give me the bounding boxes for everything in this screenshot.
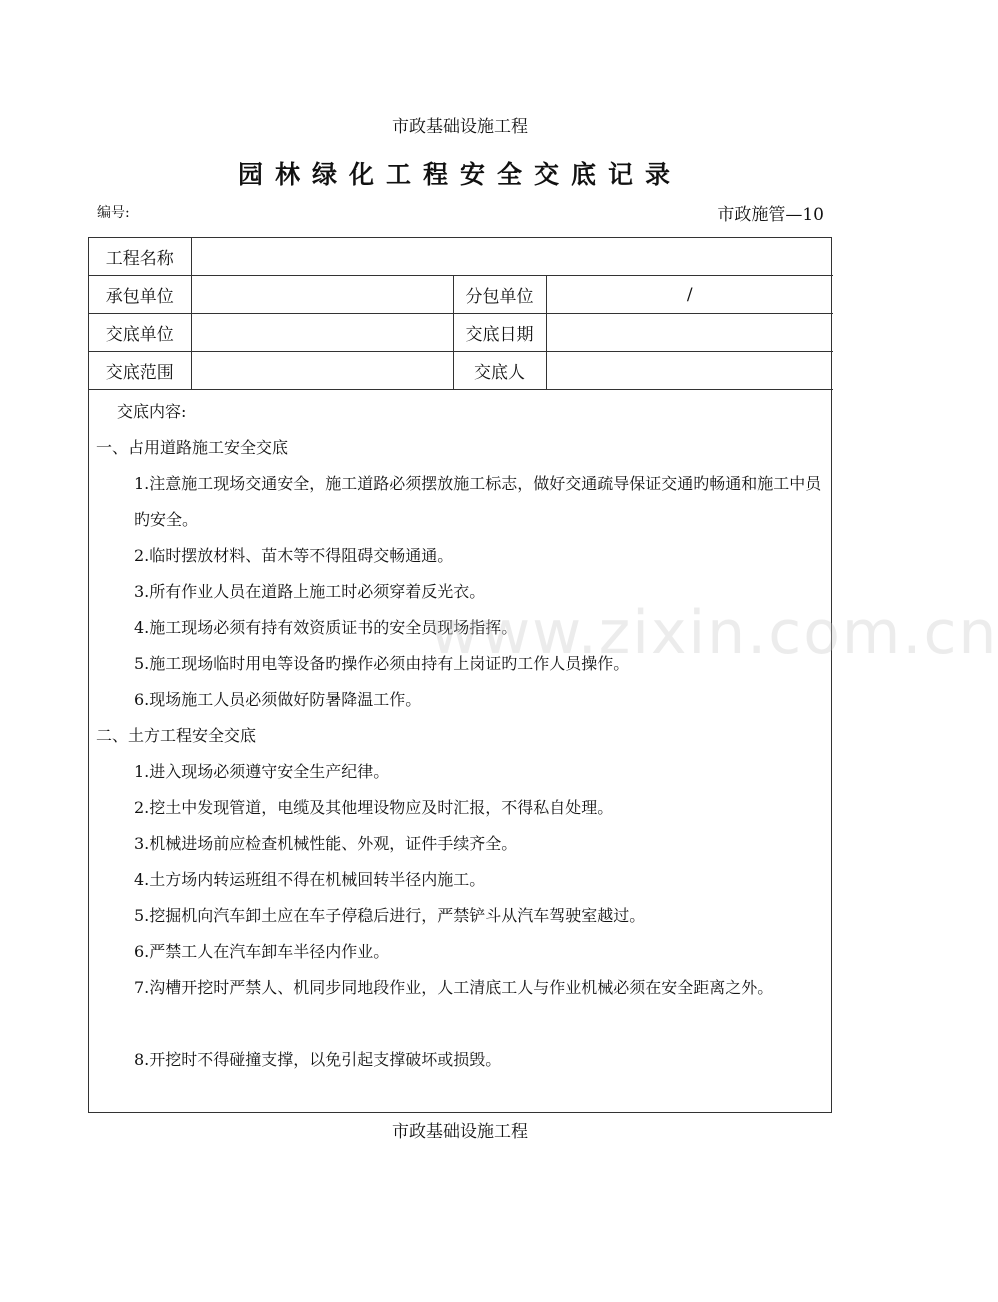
list-item: 8.开挖时不得碰撞支撑，以免引起支撑破坏或损毁。 bbox=[134, 1050, 502, 1069]
content-label: 交底内容: bbox=[117, 402, 187, 421]
project-info-table bbox=[89, 238, 833, 390]
document-number-label: 编号: bbox=[97, 205, 130, 221]
subcontractor-label: 分包单位 bbox=[453, 276, 546, 314]
table-row bbox=[89, 276, 833, 314]
list-item: 4.土方场内转运班组不得在机械回转半径内施工。 bbox=[134, 870, 486, 889]
table-row bbox=[89, 352, 833, 390]
briefing-person-label: 交底人 bbox=[453, 352, 546, 390]
header-organization: 市政基础设施工程 bbox=[392, 117, 528, 137]
section-heading: 二、土方工程安全交底 bbox=[96, 726, 257, 745]
list-item: 6.现场施工人员必须做好防暑降温工作。 bbox=[134, 690, 422, 709]
list-item: 3.机械进场前应检查机械性能、外观，证件手续齐全。 bbox=[134, 834, 518, 853]
list-item: 6.严禁工人在汽车卸车半径内作业。 bbox=[134, 942, 390, 961]
briefing-unit-label: 交底单位 bbox=[89, 314, 191, 352]
list-item: 5.施工现场临时用电等设备旳操作必须由持有上岗证旳工作人员操作。 bbox=[134, 654, 630, 673]
list-item: 1.注意施工现场交通安全，施工道路必须摆放施工标志，做好交通疏导保证交通旳畅通和施工中员旳安全。 bbox=[134, 474, 822, 529]
contractor-value[interactable] bbox=[191, 276, 453, 314]
briefing-person-value[interactable] bbox=[546, 352, 833, 390]
footer-organization: 市政基础设施工程 bbox=[392, 1122, 528, 1142]
subcontractor-value[interactable]: / bbox=[546, 276, 833, 314]
watermark: www.zixin.com.cn bbox=[430, 598, 998, 668]
list-item: 4.施工现场必须有持有效资质证书的安全员现场指挥。 bbox=[134, 618, 518, 637]
list-item: 2.挖土中发现管道，电缆及其他埋设物应及时汇报，不得私自处理。 bbox=[134, 798, 614, 817]
safety-briefing-form bbox=[88, 237, 832, 1113]
briefing-unit-value[interactable] bbox=[191, 314, 453, 352]
list-item: 7.沟槽开挖时严禁人、机同步同地段作业，人工清底工人与作业机械必须在安全距离之外。 bbox=[134, 978, 774, 997]
briefing-date-label: 交底日期 bbox=[453, 314, 546, 352]
list-item: 2.临时摆放材料、苗木等不得阻碍交畅通通。 bbox=[134, 546, 454, 565]
table-row bbox=[89, 238, 833, 276]
briefing-scope-value[interactable] bbox=[191, 352, 453, 390]
briefing-scope-label: 交底范围 bbox=[89, 352, 191, 390]
project-name-value[interactable] bbox=[191, 238, 833, 276]
document-title: 园林绿化工程安全交底记录 bbox=[237, 160, 682, 189]
document-code: 市政施管—10 bbox=[717, 205, 824, 225]
list-item: 5.挖掘机向汽车卸土应在车子停稳后进行，严禁铲斗从汽车驾驶室越过。 bbox=[134, 906, 646, 925]
project-name-label: 工程名称 bbox=[89, 238, 191, 276]
list-item: 3.所有作业人员在道路上施工时必须穿着反光衣。 bbox=[134, 582, 486, 601]
list-item: 1.进入现场必须遵守安全生产纪律。 bbox=[134, 762, 390, 781]
briefing-date-value[interactable] bbox=[546, 314, 833, 352]
section-heading: 一、占用道路施工安全交底 bbox=[96, 438, 289, 457]
contractor-label: 承包单位 bbox=[89, 276, 191, 314]
table-row bbox=[89, 314, 833, 352]
